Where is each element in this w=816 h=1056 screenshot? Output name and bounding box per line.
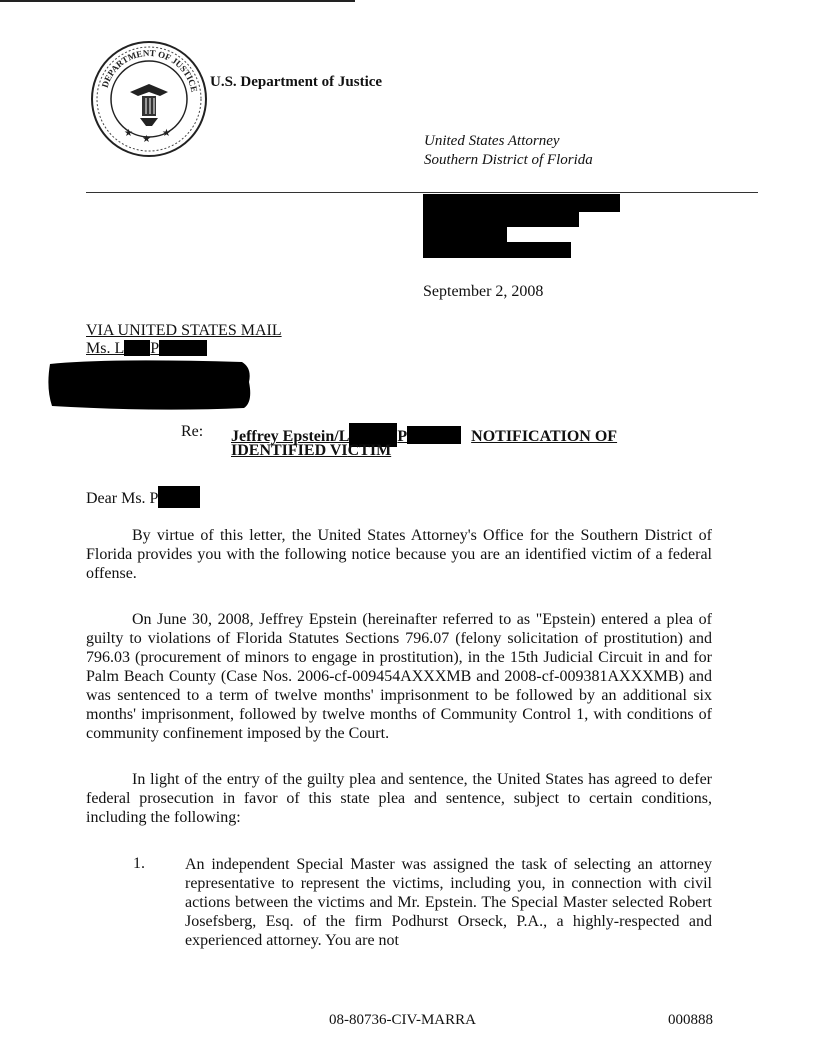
office-line-2: Southern District of Florida bbox=[424, 152, 593, 168]
greeting bbox=[86, 486, 200, 508]
svg-text:★: ★ bbox=[142, 134, 151, 145]
footer-case-number: 08-80736-CIV-MARRA bbox=[329, 1012, 476, 1028]
redaction-block bbox=[423, 242, 571, 258]
redaction-block bbox=[407, 426, 461, 444]
paragraph-2: On June 30, 2008, Jeffrey Epstein (hereinafter referred to as "Epstein) entered a plea of guilty to violations of Florida Statutes Sections 796.07 (felony solicitation of prostitution) and 796.03 (procurement of minors to engage in prostitution), in the 15th Judicial Circuit in and for Palm Beach County (Case Nos. 2006-cf-009454AXXXMB and 2008-cf-009381AXXXMB) and was sentenced to a term of twelve months' imprisonment to be followed by an additional six months' imprisonment, followed by twelve months of Community Control 1, with conditions of community confinement imposed by the Court. bbox=[86, 611, 712, 742]
seal-text: DEPARTMENT OF JUSTICE bbox=[99, 47, 200, 94]
redaction-block bbox=[423, 211, 579, 227]
recipient-initial: P bbox=[150, 340, 160, 357]
greeting-initial: P bbox=[149, 490, 159, 507]
delivery-method: VIA UNITED STATES MAIL bbox=[86, 322, 282, 339]
redaction-block bbox=[159, 340, 207, 356]
top-scan-line bbox=[0, 0, 355, 2]
greeting-prefix: Dear Ms. bbox=[86, 490, 150, 507]
re-line2-a: IDENTIFIED VI bbox=[231, 442, 348, 459]
re-part-3: NOTIFICATION OF bbox=[471, 428, 618, 445]
paragraph-3: In light of the entry of the guilty plea and sentence, the United States has agreed to defer federal prosecution in favor of this state plea and sentence, subject to certain conditions, including the following: bbox=[86, 771, 712, 826]
letter-date: September 2, 2008 bbox=[423, 283, 544, 300]
re-part-1: Jeffrey Epstein/L bbox=[231, 428, 350, 445]
re-part-2: P bbox=[397, 428, 408, 445]
doj-seal-icon bbox=[90, 40, 208, 158]
footer-bates-number: 000888 bbox=[668, 1012, 713, 1028]
agency-name: U.S. Department of Justice bbox=[210, 74, 383, 90]
recipient-prefix: Ms. L bbox=[86, 340, 125, 357]
recipient-line bbox=[86, 340, 207, 358]
address-redaction bbox=[46, 358, 254, 410]
re-subject-line-2 bbox=[231, 442, 391, 460]
list-item-number: 1. bbox=[133, 855, 145, 872]
letterhead-divider bbox=[86, 192, 758, 193]
svg-text:★: ★ bbox=[162, 128, 171, 139]
redaction-block bbox=[423, 226, 507, 242]
redaction-block bbox=[124, 340, 150, 356]
office-line-1: United States Attorney bbox=[424, 133, 560, 149]
redaction-block bbox=[423, 194, 620, 212]
re-line2-b: CTIM bbox=[347, 442, 392, 459]
list-item-text: An independent Special Master was assigned the task of selecting an attorney representative to represent the victims, including you, in connection with civil actions between the victims and Mr. Epstein. The Special Master selected Robert Josefsberg, Esq. of the firm Podhurst Orseck, P.A., a highly-respected and experienced attorney. You are not bbox=[185, 856, 712, 949]
office-block bbox=[424, 132, 593, 170]
redaction-block bbox=[158, 486, 200, 508]
paragraph-1: By virtue of this letter, the United States Attorney's Office for the Southern District of Florida provides you with the following notice because you are an identified victim of a federal offense. bbox=[86, 527, 712, 582]
svg-text:★: ★ bbox=[124, 128, 133, 139]
re-label: Re: bbox=[181, 423, 204, 440]
